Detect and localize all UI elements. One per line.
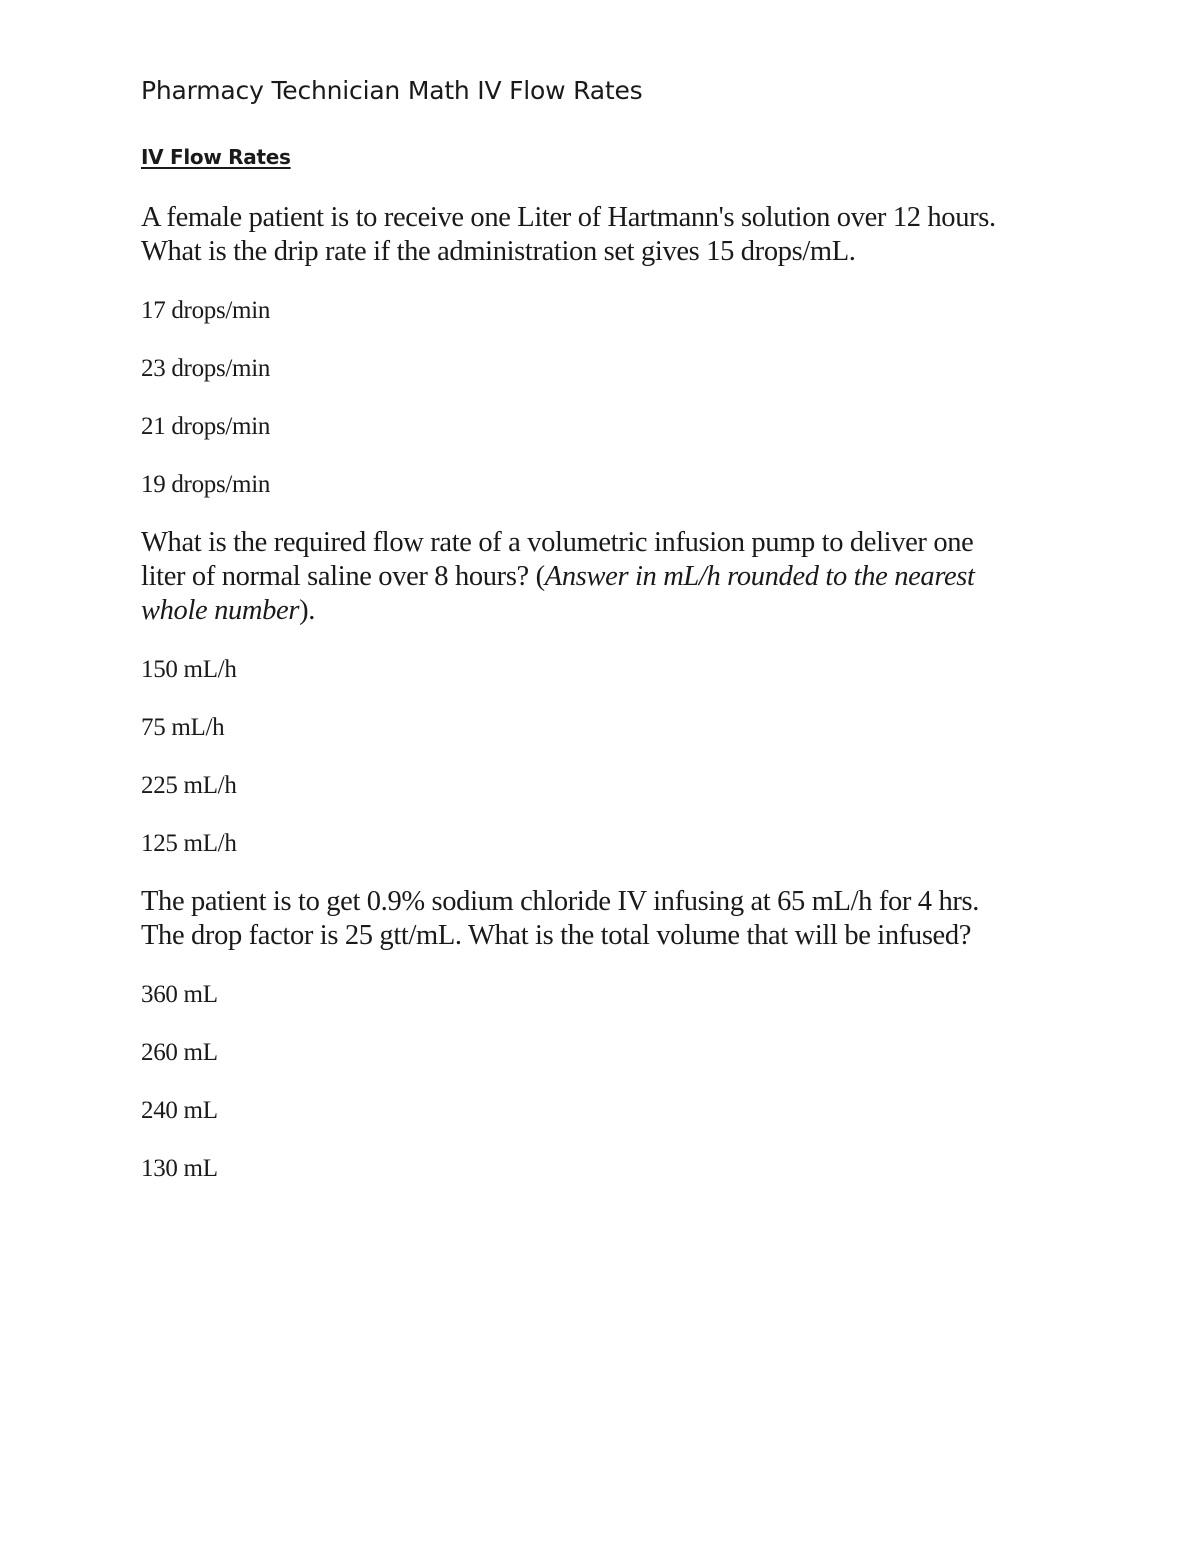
question-3-text <box>141 885 1061 953</box>
question-2-instruction-italic-cont: whole number <box>141 595 300 626</box>
answer-option: 17 drops/min <box>141 297 271 324</box>
question-1-line-1: A female patient is to receive one Liter of Hartmann's solution over 12 hours. <box>141 202 996 233</box>
document-title: Pharmacy Technician Math IV Flow Rates <box>141 76 643 105</box>
question-2-instruction-italic: Answer in mL/h rounded to the nearest <box>544 561 975 592</box>
question-1-line-2: What is the drip rate if the administration set gives 15 drops/mL. <box>141 236 856 267</box>
question-3-line-2: The drop factor is 25 gtt/mL. What is the total volume that will be infused? <box>141 920 972 951</box>
answer-option: 19 drops/min <box>141 471 271 498</box>
question-2-options <box>141 655 1061 859</box>
section-heading: IV Flow Rates <box>141 145 291 169</box>
question-3-line-1: The patient is to get 0.9% sodium chloride IV infusing at 65 mL/h for 4 hrs. <box>141 886 980 917</box>
question-block-1 <box>141 201 1061 500</box>
question-block-2 <box>141 526 1061 859</box>
question-3-options <box>141 980 1061 1184</box>
question-1-text <box>141 201 1061 269</box>
answer-option: 21 drops/min <box>141 413 271 440</box>
question-2-line-2: liter of normal saline over 8 hours? ( <box>141 561 545 592</box>
answer-option: 150 mL/h <box>141 656 237 683</box>
answer-option: 125 mL/h <box>141 830 237 857</box>
document-body <box>141 74 1061 1184</box>
question-2-line-3-tail: ). <box>299 595 315 626</box>
answer-option: 23 drops/min <box>141 355 271 382</box>
question-1-options <box>141 296 1061 500</box>
answer-option: 240 mL <box>141 1097 218 1124</box>
question-2-line-1: What is the required flow rate of a volumetric infusion pump to deliver one <box>141 527 974 558</box>
answer-option: 360 mL <box>141 981 218 1008</box>
answer-option: 260 mL <box>141 1039 218 1066</box>
question-2-text <box>141 526 1061 628</box>
answer-option: 225 mL/h <box>141 772 237 799</box>
answer-option: 75 mL/h <box>141 714 225 741</box>
question-block-3 <box>141 885 1061 1184</box>
answer-option: 130 mL <box>141 1155 218 1182</box>
